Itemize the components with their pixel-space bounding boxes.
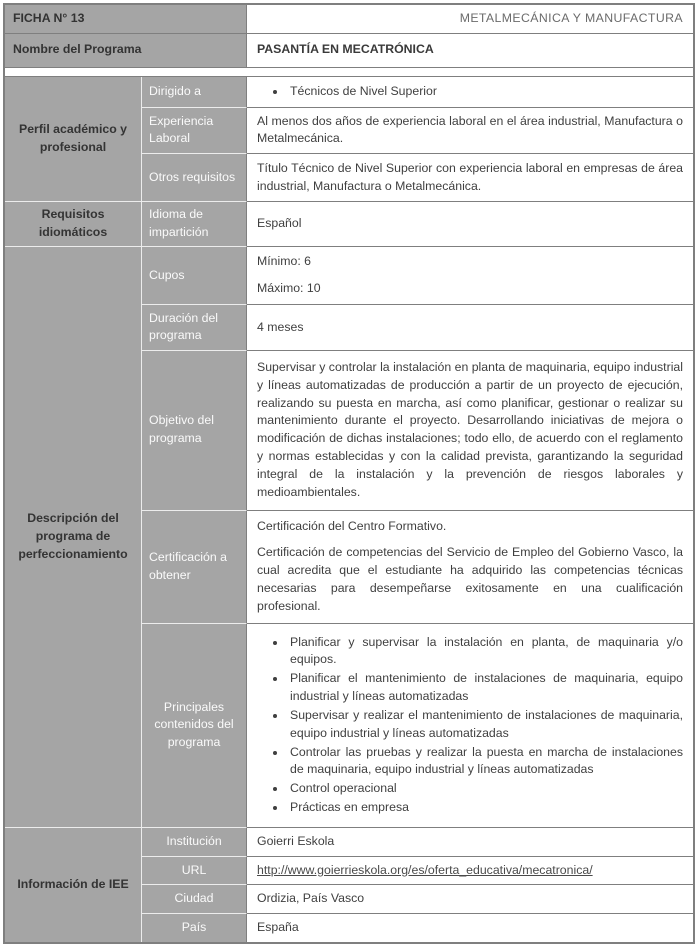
institucion-label: Institución: [142, 828, 247, 857]
institucion-value: Goierri Eskola: [247, 828, 693, 857]
contenidos-item: • Supervisar y realizar el mantenimiento de instalaciones de maquinaria, equipo industrial y líneas automatizadas: [287, 707, 683, 743]
section-info-iee: Información de IEE: [5, 828, 142, 942]
idioma-value: Español: [247, 202, 693, 247]
program-name-row: [5, 34, 693, 68]
cupos-min: Mínimo: 6: [257, 254, 312, 269]
dirigido-list: [257, 83, 683, 101]
contenidos-item: • Prácticas en empresa: [287, 799, 683, 817]
certificacion-content: [247, 511, 693, 624]
ciudad-label: Ciudad: [142, 885, 247, 914]
contenidos-list: [257, 634, 683, 817]
contenidos-content: [247, 624, 693, 828]
objetivo-label: Objetivo del programa: [142, 351, 247, 511]
contenidos-item: • Control operacional: [287, 780, 683, 798]
section-idiomaticos: Requisitos idiomáticos: [5, 202, 142, 247]
experiencia-content: Al menos dos años de experiencia laboral en el área industrial, Manufactura o Metalmecánica.: [247, 108, 693, 155]
cupos-label: Cupos: [142, 247, 247, 305]
duracion-label: Duración del programa: [142, 305, 247, 351]
cupos-row: [5, 247, 693, 305]
dirigido-content: [247, 77, 693, 108]
idioma-row: [5, 202, 693, 247]
idioma-label: Idioma de impartición: [142, 202, 247, 247]
certificacion-label: Certificación a obtener: [142, 511, 247, 624]
ficha-number: FICHA N° 13: [5, 5, 247, 34]
section-descripcion: Descripción del programa de perfeccionamiento: [5, 247, 142, 828]
spacer-row: [5, 68, 693, 77]
duracion-value: 4 meses: [247, 305, 693, 351]
contenidos-item: • Planificar y supervisar la instalación en planta, de maquinaria y/o equipos.: [287, 634, 683, 670]
experiencia-label: Experiencia Laboral: [142, 108, 247, 155]
url-label: URL: [142, 857, 247, 886]
pais-label: País: [142, 914, 247, 942]
dirigido-row: [5, 77, 693, 108]
section-perfil: Perfil académico y profesional: [5, 77, 142, 202]
contenidos-label: Principales contenidos del programa: [142, 624, 247, 828]
dirigido-item: • Técnicos de Nivel Superior: [287, 83, 683, 101]
contenidos-item: • Controlar las pruebas y realizar la puesta en marcha de instalaciones de maquinaria, equipo industrial y líneas automatizadas: [287, 744, 683, 780]
cupos-content: [247, 247, 693, 305]
cupos-max: Máximo: 10: [257, 280, 321, 295]
certificacion-p2: Certificación de competencias del Servicio de Empleo del Gobierno Vasco, la cual acredita que el estudiante ha adquirido las competencias técnicas necesarias para desempeñarse exitosamente en una cualificación profesional.: [257, 545, 683, 613]
program-name-label: Nombre del Programa: [5, 34, 247, 68]
institucion-row: [5, 828, 693, 857]
sector-title: METALMECÁNICA Y MANUFACTURA: [247, 5, 693, 34]
ficha-table: [3, 3, 695, 944]
pais-value: España: [247, 914, 693, 942]
url-cell: [247, 857, 693, 886]
objetivo-content: Supervisar y controlar la instalación en planta de maquinaria, equipo industrial y líneas automatizadas de producción a partir de un proyecto de ejecución, realizando su puesta en marcha, así como planificar, gestionar o realizar su mantenimiento durante el proyecto. Desarrollando iniciativas de mejora o modificación de dichas instalaciones; todo ello, de acuerdo con el reglamento y normas establecidas y con la calidad prevista, garantizando la seguridad integral de la instalación y la prevención de riesgos laborales y medioambientales.: [247, 351, 693, 511]
certificacion-p1: Certificación del Centro Formativo.: [257, 518, 447, 533]
program-name-value: PASANTÍA EN MECATRÓNICA: [247, 34, 693, 68]
contenidos-item: • Planificar el mantenimiento de instalaciones de maquinaria, equipo industrial y líneas automatizadas: [287, 670, 683, 706]
header-row: [5, 5, 693, 34]
iee-url-link[interactable]: http://www.goierrieskola.org/es/oferta_educativa/mecatronica/: [257, 862, 593, 877]
spacer-cell: [5, 68, 693, 77]
ciudad-value: Ordizia, País Vasco: [247, 885, 693, 914]
dirigido-label: Dirigido a: [142, 77, 247, 108]
otros-requisitos-content: Título Técnico de Nivel Superior con experiencia laboral en empresas de área industrial, Manufactura o Metalmecánica.: [247, 154, 693, 202]
otros-requisitos-label: Otros requisitos: [142, 154, 247, 202]
